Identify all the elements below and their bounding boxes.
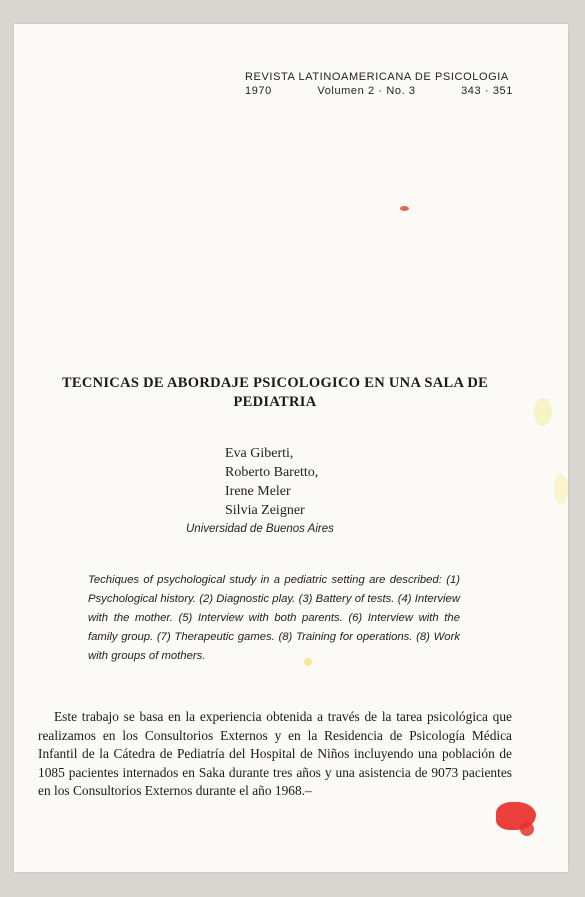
article-title: TECNICAS DE ABORDAJE PSICOLOGICO EN UNA SALA DE PEDIATRIA bbox=[61, 375, 489, 410]
yellow-stain-mark bbox=[554, 474, 568, 504]
author-name: Eva Giberti, bbox=[225, 446, 294, 461]
author-name: Silvia Zeigner bbox=[225, 503, 305, 518]
author-name: Irene Meler bbox=[225, 484, 291, 499]
journal-year: 1970 bbox=[245, 85, 272, 97]
journal-meta bbox=[245, 84, 513, 98]
body-text bbox=[38, 708, 512, 801]
author-name: Roberto Baretto, bbox=[225, 465, 319, 480]
journal-header bbox=[245, 70, 513, 98]
document-page bbox=[14, 24, 568, 872]
red-stain-mark bbox=[520, 822, 534, 836]
affiliation: Universidad de Buenos Aires bbox=[186, 523, 334, 535]
red-stain-mark bbox=[400, 206, 409, 211]
journal-pages: 343 · 351 bbox=[461, 85, 513, 97]
yellow-stain-mark bbox=[304, 658, 312, 666]
journal-name: REVISTA LATINOAMERICANA DE PSICOLOGIA bbox=[245, 71, 509, 83]
body-paragraph: Este trabajo se basa en la experiencia obtenida a través de la tarea psicológica que realizamos en los Consultorios Externos y en la Residencia de Psicología Médica Infantil de la Cátedra de Pediatría del Hospital de Niños incluyendo una población de 1085 pacientes internados en Saka durante tres años y una asistencia de 9073 pacientes en los Consultorios Externos durante el año 1968.– bbox=[38, 709, 512, 798]
journal-volume: Volumen 2 · No. 3 bbox=[317, 85, 416, 97]
author-list bbox=[225, 444, 318, 520]
abstract: Techiques of psychological study in a pediatric setting are described: (1) Psychological history. (2) Diagnostic play. (3) Battery of tests. (4) Interview with the mother. (5) Interview with both parents. (6) Interview with the family group. (7) Therapeutic games. (8) Training for operations. (8) Work with groups of mothers. bbox=[88, 574, 460, 662]
yellow-stain-mark bbox=[534, 398, 552, 426]
